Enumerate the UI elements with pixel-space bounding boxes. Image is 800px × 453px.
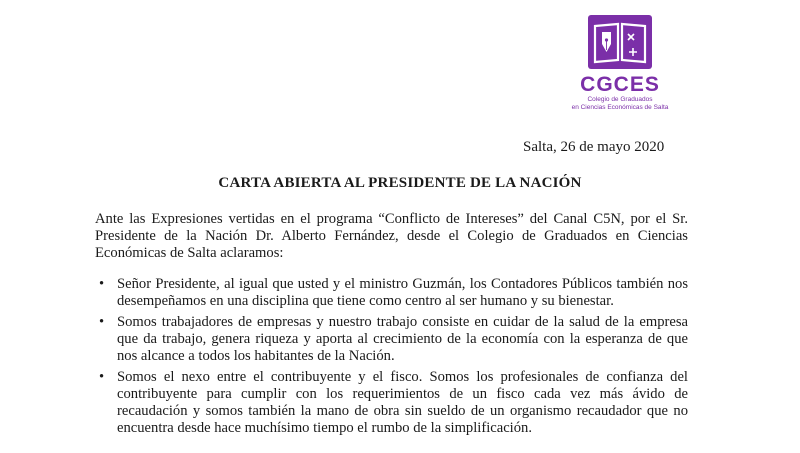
bullet-icon: • <box>99 314 105 330</box>
list-item <box>95 314 688 365</box>
bullet-text: Somos el nexo entre el contribuyente y el fisco. Somos los profesionales de confianza del contribuyente para cumplir con los requerimientos de un fisco cada vez más ávido de recaudación y somos también la mano de obra sin sueldo de un organismo recaudador que no encuentra desde hace muchísimo tiempo el rumbo de la simplificación. <box>117 369 688 436</box>
list-item <box>95 276 688 310</box>
letter-title: CARTA ABIERTA AL PRESIDENTE DE LA NACIÓN <box>218 175 582 191</box>
intro-paragraph: Ante las Expresiones vertidas en el programa “Conflicto de Intereses” del Canal C5N, por el Sr. Presidente de la Nación Dr. Alberto Fernández, desde el Colegio de Graduados en Ciencias Económicas de Salta aclaramos: <box>95 211 688 261</box>
org-full-name-line2: en Ciencias Económicas de Salta <box>571 104 669 111</box>
bullet-text: Somos trabajadores de empresas y nuestro trabajo consiste en cuidar de la salud de la empresa que da trabajo, genera riqueza y aporta al crecimiento de la economía con la esperanza de que nos alcance a todos los habitantes de la Nación. <box>117 314 688 364</box>
bullet-icon: • <box>99 369 105 385</box>
org-acronym: CGCES <box>580 73 660 96</box>
list-item <box>95 369 688 437</box>
org-logo <box>556 14 684 120</box>
place-date: Salta, 26 de mayo 2020 <box>523 139 665 155</box>
bullet-text: Señor Presidente, al igual que usted y el ministro Guzmán, los Contadores Públicos también nos desempeñamos en una disciplina que tiene como centro al ser humano y su bienestar. <box>117 276 688 309</box>
bullet-icon: • <box>99 276 105 292</box>
bullet-list <box>95 276 688 441</box>
org-full-name-line1: Colegio de Graduados <box>587 96 653 103</box>
open-book-pen-icon <box>587 14 653 70</box>
